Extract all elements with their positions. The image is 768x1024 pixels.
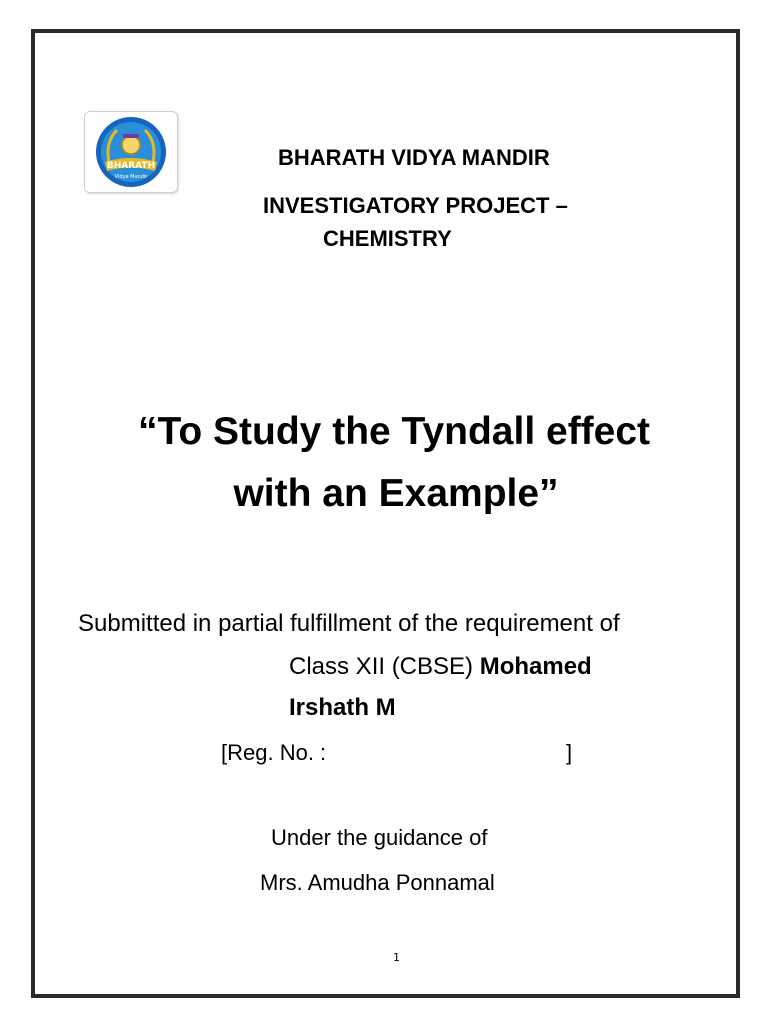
project-title-line-1: “To Study the Tyndall effect — [137, 410, 651, 453]
project-heading-line-1: INVESTIGATORY PROJECT – — [263, 193, 568, 218]
school-logo — [84, 111, 178, 193]
submission-statement: Submitted in partial fulfillment of the requirement of — [78, 610, 620, 637]
reg-number-close-bracket: ] — [566, 740, 573, 765]
student-name-part-2: Irshath M — [289, 694, 396, 721]
class-and-student-line — [289, 653, 592, 681]
page-number: 1 — [393, 951, 400, 964]
class-text: Class XII (CBSE) — [289, 653, 480, 680]
svg-text:Vidya Mandir: Vidya Mandir — [114, 174, 148, 180]
svg-text:BHARATH: BHARATH — [106, 161, 156, 171]
student-name-part-1: Mohamed — [479, 653, 592, 680]
guidance-label: Under the guidance of — [271, 825, 488, 850]
project-heading-line-2: CHEMISTRY — [323, 226, 452, 251]
school-name: BHARATH VIDYA MANDIR — [278, 145, 550, 170]
project-title-line-2: with an Example” — [233, 472, 559, 515]
school-emblem-icon — [85, 112, 177, 192]
teacher-name: Mrs. Amudha Ponnamal — [260, 870, 495, 895]
reg-number-label: [Reg. No. : — [221, 740, 327, 765]
